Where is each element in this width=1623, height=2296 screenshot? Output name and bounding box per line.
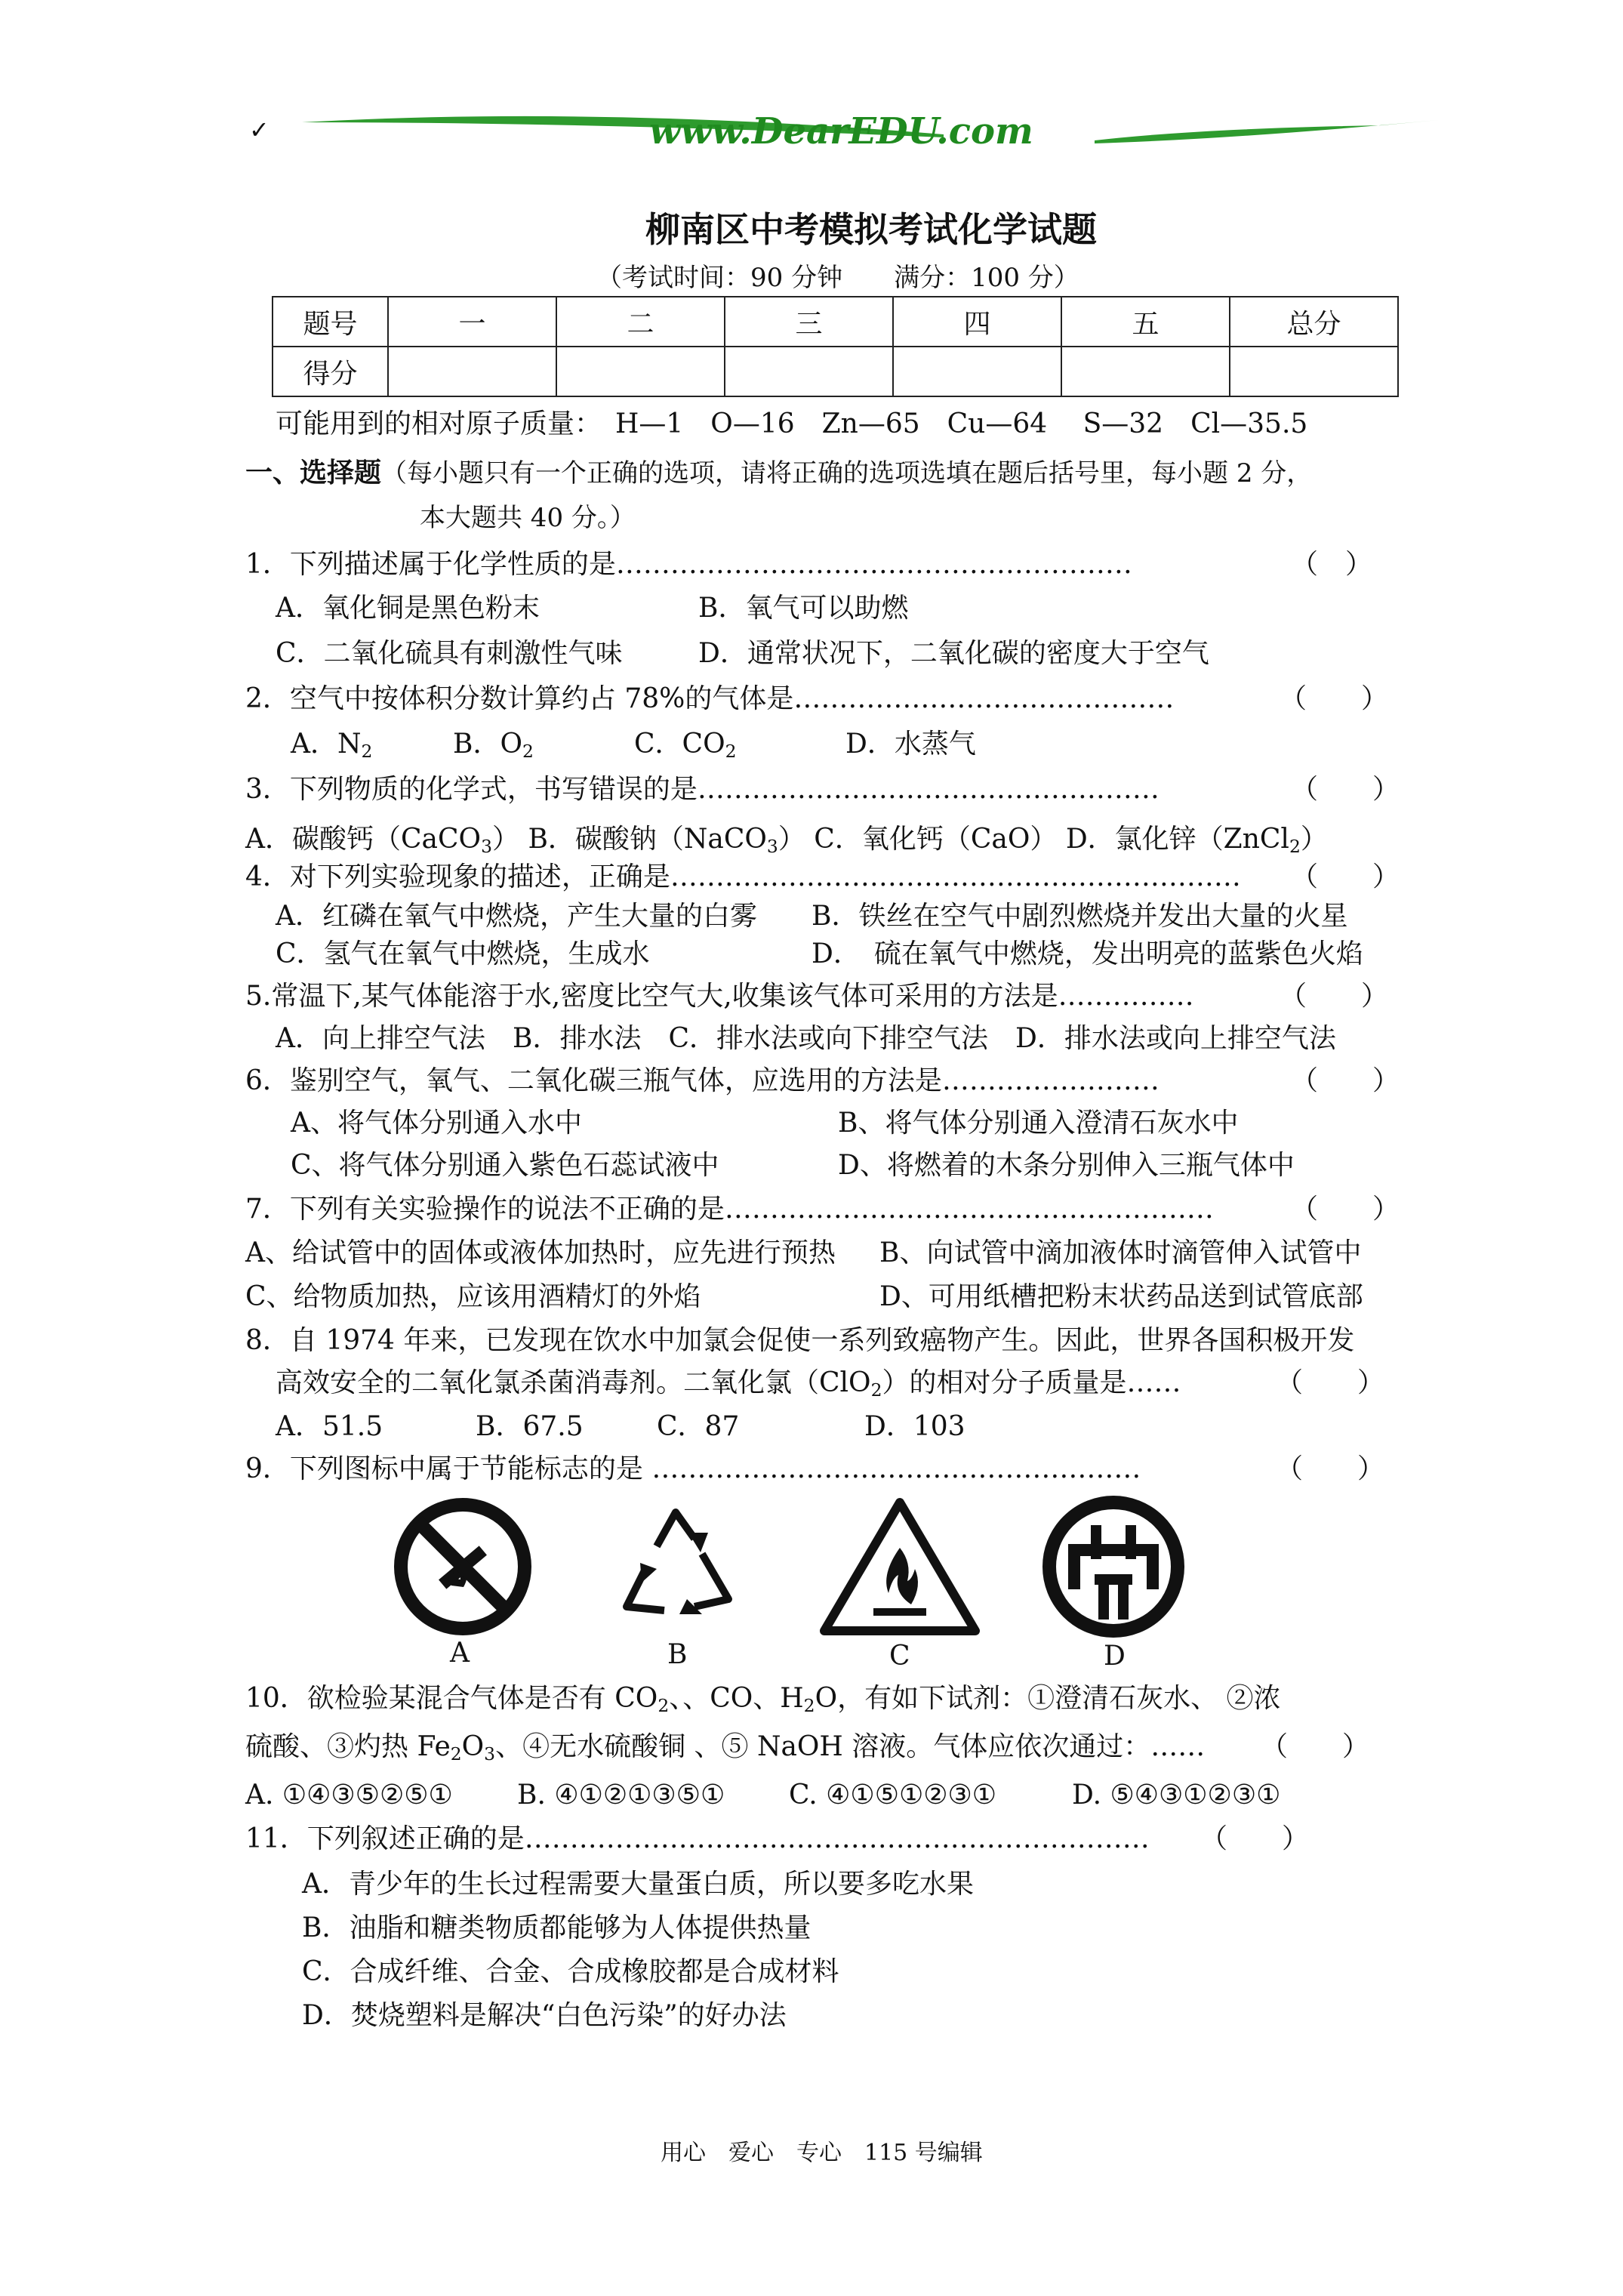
table-cell: 二: [556, 297, 725, 347]
q3-option-c: C．氧化钙（CaO）: [814, 824, 1058, 855]
q6-option-d: D、将燃着的木条分别伸入三瓶气体中: [838, 1150, 1295, 1181]
q8-option-c: C．87: [657, 1411, 740, 1442]
q11-option-a: A．青少年的生长过程需要大量蛋白质，所以要多吃水果: [302, 1869, 974, 1900]
no-smoking-icon: [391, 1495, 534, 1638]
page-subtitle: （考试时间：90 分钟 满分：100 分）: [596, 263, 1079, 293]
q10-stem-line2: 硫酸、③灼热 $Fe_2O_3$、④无水硫酸铜 、⑤ NaOH 溶液。气体应依次通过：……: [245, 1731, 1206, 1764]
q3-options: [245, 823, 1328, 856]
q4-option-d: D． 硫在氧气中燃烧，发出明亮的蓝紫色火焰: [812, 938, 1363, 969]
q11-answer-paren: （ ）: [1200, 1823, 1310, 1854]
score-table: [272, 296, 1399, 397]
q10-option-b: B. ④①②①③⑤①: [517, 1780, 725, 1811]
q8-stem-line1: 8．自 1974 年来，已发现在饮水中加氯会促使一系列致癌物产生。因此，世界各国积极开发: [245, 1325, 1355, 1356]
q2-option-a: A．$N_2$: [291, 729, 373, 762]
q7-stem: 7．下列有关实验操作的说法不正确的是………………………………………………: [245, 1194, 1214, 1225]
score-cell: [1061, 347, 1230, 396]
section-heading-row: [245, 456, 1312, 490]
q3-stem: 3．下列物质的化学式，书写错误的是……………………………………………: [245, 774, 1160, 805]
q11-stem: 11．下列叙述正确的是……………………………………………………………: [245, 1823, 1150, 1854]
q8-option-d: D．103: [864, 1411, 965, 1442]
score-cell: [1230, 347, 1398, 396]
q10-answer-paren: （ ）: [1261, 1731, 1370, 1762]
q8-option-a: A．51.5: [276, 1411, 383, 1442]
table-cell: 三: [725, 297, 893, 347]
q4-option-a: A．红磷在氧气中燃烧，产生大量的白雾: [276, 901, 757, 932]
q1-option-c: C．二氧化硫具有刺激性气味: [276, 638, 623, 669]
q2-stem: 2．空气中按体积分数计算约占 78%的气体是……………………………………: [245, 683, 1175, 714]
table-cell: 总分: [1230, 297, 1398, 347]
table-cell: 五: [1061, 297, 1230, 347]
q11-option-c: C．合成纤维、合金、合成橡胶都是合成材料: [302, 1956, 839, 1987]
q7-answer-paren: （ ）: [1291, 1194, 1400, 1225]
q5-stem: 5.常温下,某气体能溶于水,密度比空气大,收集该气体可采用的方法是……………: [245, 981, 1194, 1012]
q2-option-d: D．水蒸气: [845, 729, 976, 760]
q7-option-a: A、给试管中的固体或液体加热时，应先进行预热: [245, 1237, 836, 1268]
q2-option-b: B．$O_2$: [453, 729, 534, 762]
q6-option-a: A、将气体分别通入水中: [291, 1108, 582, 1139]
section-heading: 一、选择题: [245, 457, 382, 488]
table-cell: 得分: [273, 347, 388, 396]
q1-option-a: A．氧化铜是黑色粉末: [276, 593, 540, 624]
q8-stem-line2: 高效安全的二氧化氯杀菌消毒剂。二氧化氯（ClO$_2$）的相对分子质量是……: [276, 1367, 1181, 1401]
logo-text: www.DearEDU.com: [649, 110, 1033, 153]
q8-answer-paren: （ ）: [1276, 1367, 1385, 1398]
q5-options: A．向上排空气法 B．排水法 C．排水法或向下排空气法 D．排水法或向上排空气法: [276, 1023, 1336, 1054]
q1-answer-paren: （ ）: [1291, 549, 1373, 580]
score-table-score-row: [273, 347, 1398, 396]
score-cell: [388, 347, 556, 396]
q6-option-b: B、将气体分别通入澄清石灰水中: [838, 1108, 1239, 1139]
q2-answer-paren: （ ）: [1280, 683, 1389, 714]
table-cell: 题号: [273, 297, 388, 347]
score-cell: [893, 347, 1061, 396]
q1-stem: 1．下列描述属于化学性质的是…………………………………………………: [245, 549, 1132, 580]
score-table-header-row: [273, 297, 1398, 347]
q11-option-d: D．焚烧塑料是解决“白色污染”的好办法: [302, 2000, 787, 2031]
section-note: （每小题只有一个正确的选项，请将正确的选项选填在题后括号里，每小题 2 分，: [381, 458, 1313, 488]
energy-saving-icon: [1038, 1491, 1189, 1642]
q9-answer-paren: （ ）: [1276, 1453, 1385, 1484]
flammable-warning-icon: [817, 1495, 983, 1638]
q6-stem: 6．鉴别空气，氧气、二氧化碳三瓶气体，应选用的方法是……………………: [245, 1065, 1160, 1096]
q7-option-d: D、可用纸槽把粉末状药品送到试管底部: [879, 1281, 1363, 1312]
check-mark: ✓: [249, 116, 269, 144]
q6-answer-paren: （ ）: [1291, 1065, 1400, 1096]
table-cell: 四: [893, 297, 1061, 347]
q9-stem: 9．下列图标中属于节能标志的是 ………………………………………………: [245, 1453, 1141, 1484]
q4-option-b: B．铁丝在空气中剧烈燃烧并发出大量的火星: [812, 901, 1348, 932]
q4-answer-paren: （ ）: [1291, 861, 1400, 892]
icon-label-b: B: [667, 1639, 688, 1670]
q8-option-b: B．67.5: [476, 1411, 584, 1442]
q5-answer-paren: （ ）: [1280, 981, 1389, 1012]
score-cell: [556, 347, 725, 396]
q10-option-a: A. ①④③⑤②⑤①: [245, 1780, 453, 1811]
recycle-icon: [604, 1493, 755, 1637]
page-title: 柳南区中考模拟考试化学试题: [645, 209, 1097, 250]
atomic-masses: 可能用到的相对原子质量： H—1 O—16 Zn—65 Cu—64 S—32 Cl—35.5: [276, 408, 1308, 439]
q10-stem-line1: 10．欲检验某混合气体是否有 $CO_2$、、CO、$H_2O$，有如下试剂：①澄清石灰水、 ②浓: [245, 1683, 1281, 1716]
icon-label-c: C: [889, 1641, 910, 1672]
q7-option-c: C、给物质加热，应该用酒精灯的外焰: [245, 1281, 701, 1312]
q1-option-b: B．氧气可以助燃: [698, 593, 909, 624]
q10-option-d: D. ⑤④③①②③①: [1072, 1780, 1281, 1811]
q7-option-b: B、向试管中滴加液体时滴管伸入试管中: [879, 1237, 1362, 1268]
q1-option-d: D．通常状况下，二氧化碳的密度大于空气: [698, 638, 1209, 669]
q10-option-c: C. ④①⑤①②③①: [789, 1780, 997, 1811]
q4-option-c: C．氢气在氧气中燃烧，生成水: [276, 938, 650, 969]
score-cell: [725, 347, 893, 396]
q11-option-b: B．油脂和糖类物质都能够为人体提供热量: [302, 1912, 812, 1943]
icon-label-a: A: [450, 1638, 470, 1669]
section-note-2: 本大题共 40 分。）: [420, 503, 636, 533]
q3-option-a: A．碳酸钙（CaCO$_3$）: [245, 824, 519, 857]
page-footer: 用心 爱心 专心 115 号编辑: [661, 2140, 983, 2166]
q3-answer-paren: （ ）: [1291, 774, 1400, 805]
q6-option-c: C、将气体分别通入紫色石蕊试液中: [291, 1150, 719, 1181]
table-cell: 一: [388, 297, 556, 347]
q3-option-d: D．氯化锌（ZnCl$_2$）: [1065, 824, 1328, 857]
q3-option-b: B．碳酸钠（NaCO$_3$）: [528, 824, 805, 857]
q2-option-c: C．$CO_2$: [634, 729, 737, 762]
q4-stem: 4．对下列实验现象的描述，正确是………………………………………………………: [245, 861, 1241, 892]
icon-label-d: D: [1104, 1641, 1126, 1672]
